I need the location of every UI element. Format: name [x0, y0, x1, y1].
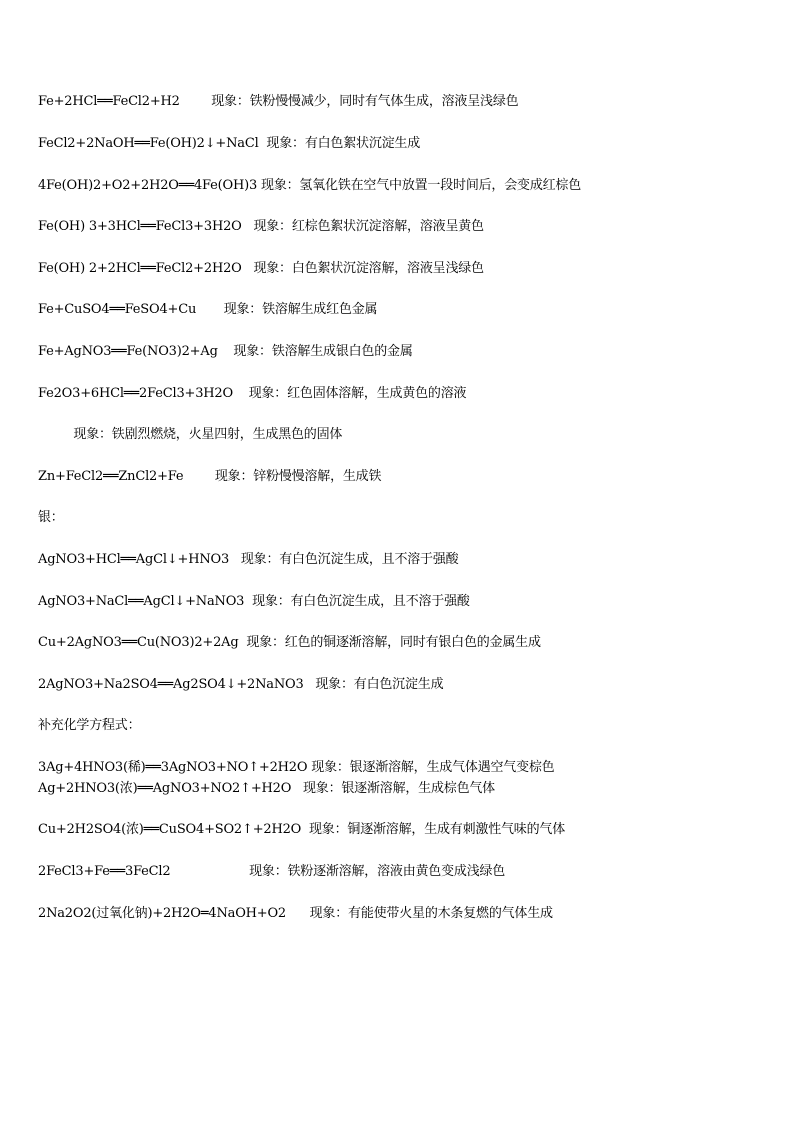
- equation: Fe+CuSO4══FeSO4+Cu: [38, 302, 197, 317]
- spacer: [183, 469, 214, 484]
- observation: 现象：红色的铜逐渐溶解，同时有银白色的金属生成: [246, 635, 541, 650]
- equation: Zn+FeCl2══ZnCl2+Fe: [38, 469, 184, 484]
- observation: 现象：银逐渐溶解，生成气体遇空气变棕色: [311, 760, 555, 775]
- observation: 现象：红色固体溶解，生成黄色的溶液: [248, 386, 467, 401]
- text-line: [38, 178, 581, 194]
- observation: 现象：有能使带火星的木条复燃的气体生成: [309, 906, 553, 921]
- equation: Fe(OH) 3+3HCl══FeCl3+3H2O: [38, 219, 242, 234]
- observation: 现象：铁粉逐渐溶解，溶液由黄色变成浅绿色: [249, 864, 506, 879]
- equation: Ag+2HNO3(浓)══AgNO3+NO2↑+H2O: [38, 781, 292, 796]
- text-line: [38, 427, 342, 443]
- observation: 现象：铁溶解生成红色金属: [223, 302, 378, 317]
- text-line: [38, 906, 553, 922]
- spacer: [38, 427, 73, 442]
- observation: 现象：白色絮状沉淀溶解，溶液呈浅绿色: [253, 261, 484, 276]
- text-line: [38, 469, 381, 485]
- section-heading: [38, 510, 64, 526]
- observation: 现象：氢氧化铁在空气中放置一段时间后，会变成红棕色: [261, 178, 582, 193]
- spacer: [233, 386, 249, 401]
- text-line: [38, 94, 518, 110]
- heading-text: 银：: [38, 510, 64, 525]
- text-line: [38, 302, 377, 318]
- equation: Cu+2AgNO3══Cu(NO3)2+2Ag: [38, 635, 239, 650]
- observation: 现象：铁剧烈燃烧，火星四射，生成黑色的固体: [73, 427, 343, 442]
- equation: Fe2O3+6HCl══2FeCl3+3H2O: [38, 386, 233, 401]
- section-heading: [38, 718, 140, 734]
- text-line: [38, 344, 413, 360]
- spacer: [218, 344, 234, 359]
- equation: Fe+2HCl══FeCl2+H2: [38, 94, 180, 109]
- text-line: [38, 677, 443, 693]
- text-line: [38, 386, 466, 402]
- observation: 现象：有白色沉淀生成，且不溶于强酸: [240, 552, 459, 567]
- observation: 现象：铜逐渐溶解，生成有刺激性气味的气体: [309, 822, 566, 837]
- equation: FeCl2+2NaOH══Fe(OH)2↓+NaCl: [38, 136, 259, 151]
- text-line: [38, 760, 554, 776]
- observation: 现象：有白色絮状沉淀生成: [266, 136, 421, 151]
- text-line: [38, 781, 495, 797]
- equation: AgNO3+NaCl══AgCl↓+NaNO3: [38, 594, 245, 609]
- text-line: [38, 594, 470, 610]
- observation: 现象：铁粉慢慢减少，同时有气体生成，溶液呈浅绿色: [211, 94, 519, 109]
- spacer: [238, 635, 246, 650]
- spacer: [242, 261, 254, 276]
- spacer: [286, 906, 310, 921]
- text-line: [38, 635, 541, 651]
- spacer: [291, 781, 303, 796]
- spacer: [180, 94, 211, 109]
- equation: 4Fe(OH)2+O2+2H2O══4Fe(OH)3: [38, 178, 258, 193]
- text-line: [38, 552, 458, 568]
- observation: 现象：锌粉慢慢溶解，生成铁: [214, 469, 382, 484]
- text-line: [38, 261, 484, 277]
- observation: 现象：红棕色絮状沉淀溶解，溶液呈黄色: [253, 219, 484, 234]
- spacer: [196, 302, 224, 317]
- spacer: [244, 594, 252, 609]
- observation: 现象：铁溶解生成银白色的金属: [233, 344, 413, 359]
- equation: 3Ag+4HNO3(稀)══3AgNO3+NO↑+2H2O: [38, 760, 308, 775]
- equation: AgNO3+HCl══AgCl↓+HNO3: [38, 552, 230, 567]
- text-line: [38, 219, 484, 235]
- observation: 现象：有白色沉淀生成，且不溶于强酸: [252, 594, 470, 609]
- equation: Fe+AgNO3══Fe(NO3)2+Ag: [38, 344, 218, 359]
- spacer: [170, 864, 249, 879]
- text-line: [38, 822, 565, 838]
- spacer: [304, 677, 316, 692]
- observation: 现象：银逐渐溶解，生成棕色气体: [302, 781, 495, 796]
- observation: 现象：有白色沉淀生成: [315, 677, 444, 692]
- equation: Cu+2H2SO4(浓)══CuSO4+SO2↑+2H2O: [38, 822, 302, 837]
- spacer: [242, 219, 254, 234]
- spacer: [301, 822, 309, 837]
- equation: 2FeCl3+Fe══3FeCl2: [38, 864, 171, 879]
- equation: 2Na2O2(过氧化钠)+2H2O═4NaOH+O2: [38, 906, 287, 921]
- text-line: [38, 864, 505, 880]
- spacer: [259, 136, 267, 151]
- equation: Fe(OH) 2+2HCl══FeCl2+2H2O: [38, 261, 242, 276]
- heading-text: 补充化学方程式：: [38, 718, 141, 733]
- text-line: [38, 136, 420, 152]
- equation: 2AgNO3+Na2SO4══Ag2SO4↓+2NaNO3: [38, 677, 304, 692]
- spacer: [229, 552, 241, 567]
